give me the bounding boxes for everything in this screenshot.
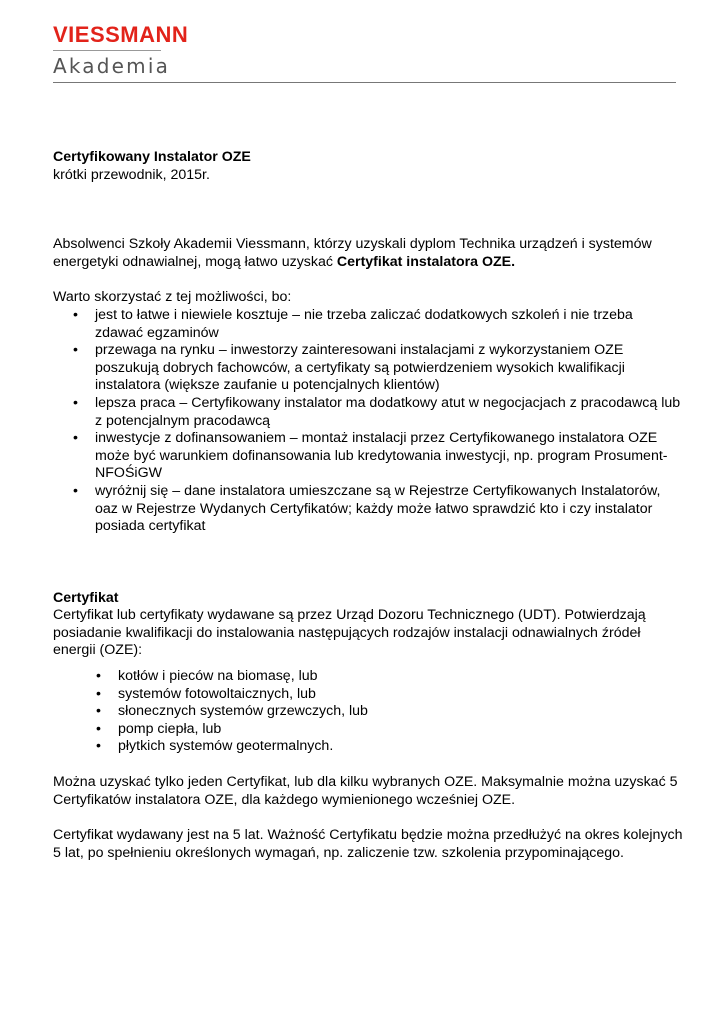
bullet-icon: • [73, 482, 78, 499]
bullet-icon: • [96, 738, 101, 755]
logo-divider [53, 50, 161, 51]
list-item-text: słonecznych systemów grzewczych, lub [118, 703, 368, 720]
list-item-text: jest to łatwe i niewiele kosztuje – nie trzeba zaliczać dodatkowych szkoleń i nie trzeba zdawać egzaminów [95, 306, 633, 341]
document-subtitle: krótki przewodnik, 2015r. [53, 166, 210, 183]
bullet-icon: • [73, 342, 78, 359]
logo-sub-text: Akademia [53, 54, 171, 78]
certificate-heading: Certyfikat [53, 589, 119, 606]
list-item [53, 395, 683, 430]
benefits-list [53, 307, 683, 536]
list-item-text: kotłów i pieców na biomasę, lub [118, 668, 318, 685]
certificate-text: Certyfikat lub certyfikaty wydawane są przez Urząd Dozoru Technicznego (UDT). Potwierdzają posiadanie kwalifikacji do instalowania następujących rodzajów instalacji odnawialnych źródeł energii (OZE): [53, 607, 646, 659]
document-title: Certyfikowany Instalator OZE [53, 149, 251, 165]
list-item [53, 668, 683, 686]
viessmann-akademia-logo [53, 24, 188, 78]
bullet-icon: • [73, 306, 78, 323]
bullet-icon: • [73, 394, 78, 411]
list-item [53, 738, 683, 756]
header-rule [53, 82, 676, 83]
bullet-icon: • [96, 668, 101, 685]
list-item [53, 686, 683, 704]
list-item [53, 483, 683, 536]
list-item-text: inwestycje z dofinansowaniem – montaż instalacji przez Certyfikowanego instalatora OZE może być warunkiem dofinansowania lub kredytowania inwestycji, np. program Prosument-NFOŚiGW [95, 430, 668, 482]
list-item [53, 721, 683, 739]
list-item-text: płytkich systemów geotermalnych. [118, 738, 334, 755]
list-item-text: wyróżnij się – dane instalatora umieszczane są w Rejestrze Certyfikowanych Instalatorów, oaz w Rejestrze Wydanych Certyfikatów; każdy może łatwo sprawdzić kto i czy instalator posiada certyfikat [95, 482, 661, 535]
list-item-text: lepsza praca – Certyfikowany instalator ma dodatkowy atut w negocjacjach z pracodawcą lub z potencjalnym pracodawcą [95, 394, 681, 429]
bullet-icon: • [73, 430, 78, 447]
certificate-paragraph-2: Można uzyskać tylko jeden Certyfikat, lub dla kilku wybranych OZE. Maksymalnie można uzyskać 5 Certyfikatów instalatora OZE, dla każdego wymienionego wcześniej OZE. [53, 774, 678, 808]
intro-bold: Certyfikat instalatora OZE. [336, 253, 516, 270]
list-item-text: pomp ciepła, lub [118, 720, 222, 737]
document-body [53, 149, 683, 862]
logo-brand-text: VIESSMANN [53, 22, 189, 47]
certificate-paragraph-3: Certyfikat wydawany jest na 5 lat. Ważność Certyfikatu będzie można przedłużyć na okres kolejnych 5 lat, po spełnieniu określonych wymagań, np. zaliczenie tzw. szkolenia przypominającego. [53, 827, 683, 861]
intro-text: Absolwenci Szkoły Akademii Viessmann, którzy uzyskali dyplom Technika urządzeń i systemów energetyki odnawialnej, mogą łatwo uzyskać [53, 236, 652, 270]
intro-paragraph [53, 236, 683, 271]
list-item [53, 703, 683, 721]
bullet-icon: • [96, 703, 101, 720]
list-item [53, 307, 683, 342]
oze-types-list [53, 668, 683, 756]
list-item-text: przewaga na rynku – inwestorzy zainteresowani instalacjami z wykorzystaniem OZE poszukują dobrych fachowców, a certyfikaty są potwierdzeniem wysokich kwalifikacji instalatora (większe zaufanie u potencjalnych klientów) [95, 342, 625, 394]
list-item-text: systemów fotowoltaicznych, lub [118, 685, 316, 702]
bullet-icon: • [96, 685, 101, 702]
benefits-lead: Warto skorzystać z tej możliwości, bo: [53, 289, 292, 306]
list-item [53, 342, 683, 395]
bullet-icon: • [96, 720, 101, 737]
list-item [53, 430, 683, 483]
